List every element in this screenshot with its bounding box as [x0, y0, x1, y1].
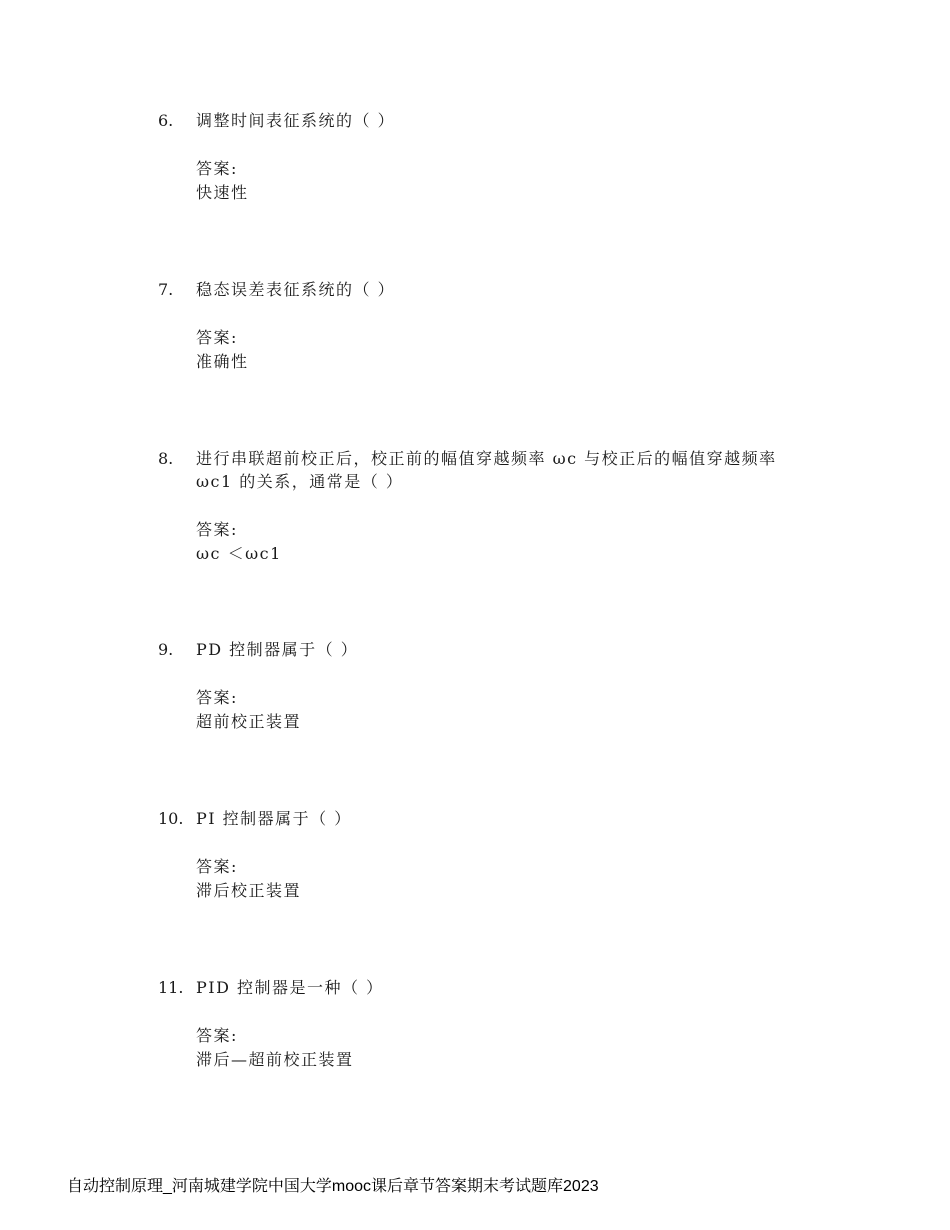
question-row: [158, 976, 818, 999]
question-row: [158, 278, 818, 301]
question-row: [158, 447, 818, 493]
answer-block: [196, 518, 818, 566]
answer-label: 答案:: [196, 328, 238, 347]
answer-label: 答案:: [196, 1026, 238, 1045]
answer-block: [196, 855, 818, 903]
question-number: 11.: [158, 978, 184, 997]
answer-label: 答案:: [196, 857, 238, 876]
answer-text: 超前校正装置: [196, 712, 302, 731]
answer-text: 滞后校正装置: [196, 881, 302, 900]
answer-label: 答案:: [196, 520, 238, 539]
answer-block: [196, 686, 818, 734]
question-item: [158, 447, 818, 566]
question-number: 9.: [158, 640, 174, 659]
question-item: [158, 976, 818, 1072]
question-text: 稳态误差表征系统的（ ）: [196, 280, 396, 299]
question-number: 8.: [158, 449, 174, 468]
answer-text: 快速性: [196, 183, 249, 202]
question-row: [158, 807, 818, 830]
question-number: 10.: [158, 809, 184, 828]
question-item: [158, 638, 818, 734]
answer-label: 答案:: [196, 159, 238, 178]
answer-block: [196, 326, 818, 374]
question-text: PD 控制器属于（ ）: [196, 640, 359, 659]
question-text: PID 控制器是一种（ ）: [196, 978, 384, 997]
question-number: 6.: [158, 111, 174, 130]
question-text: PI 控制器属于（ ）: [196, 809, 352, 828]
question-item: [158, 278, 818, 374]
question-item: [158, 109, 818, 205]
footer-title: 自动控制原理_河南城建学院中国大学mooc课后章节答案期末考试题库2023: [67, 1178, 599, 1195]
question-text: 调整时间表征系统的（ ）: [196, 111, 396, 130]
question-number: 7.: [158, 280, 174, 299]
question-row: [158, 638, 818, 661]
question-item: [158, 807, 818, 903]
question-text: 进行串联超前校正后，校正前的幅值穿越频率 ωc 与校正后的幅值穿越频率 ωc1 的关系，通常是（ ）: [196, 449, 777, 491]
answer-block: [196, 1024, 818, 1072]
answer-text: 准确性: [196, 352, 249, 371]
answer-label: 答案:: [196, 688, 238, 707]
answer-text: ωc ＜ωc1: [196, 544, 282, 563]
answer-text: 滞后—超前校正装置: [196, 1050, 354, 1069]
question-row: [158, 109, 818, 132]
answer-block: [196, 157, 818, 205]
